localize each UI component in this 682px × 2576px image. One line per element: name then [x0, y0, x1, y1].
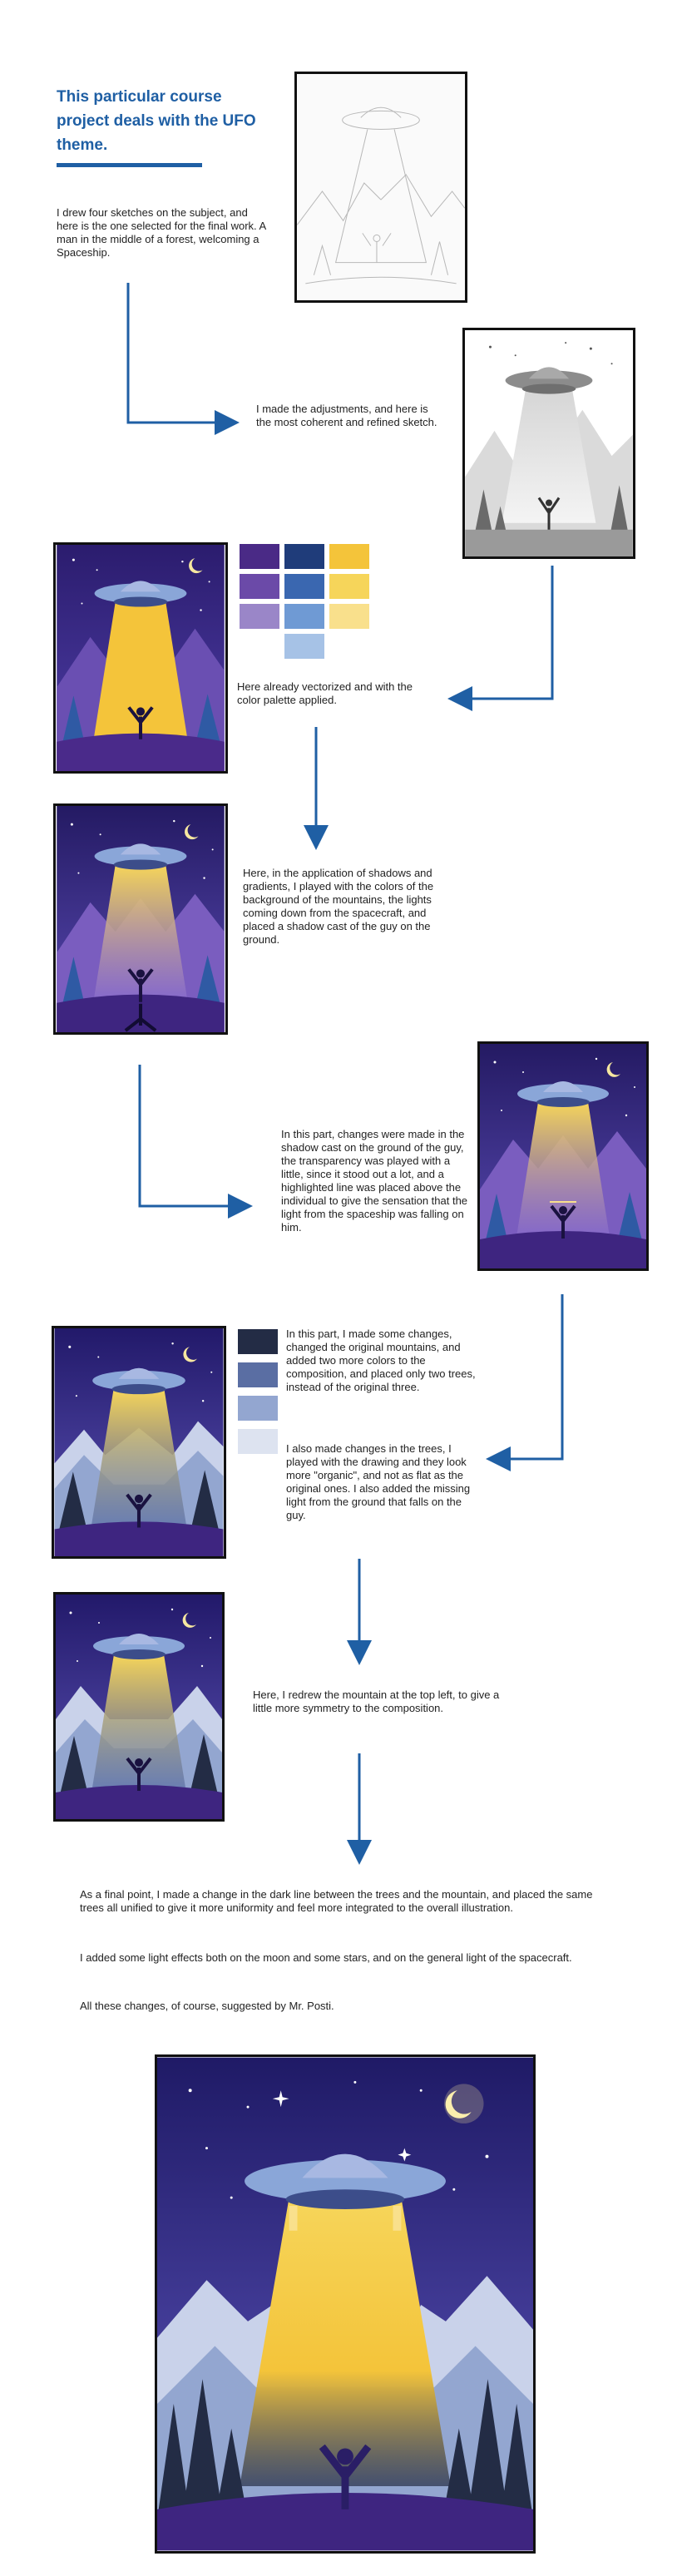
step-6a-text: In this part, I made some changes, changed the original mountains, and added two more colors to the composition, and placed only two trees, instead of the original three.: [286, 1328, 476, 1393]
final-text-1: As a final point, I made a change in the dark line between the trees and the mountain, and placed the same trees all unified to give it more uniformity and feel more integrated to the overall illustration.: [80, 1888, 593, 1914]
page-title: This particular course project deals with the UFO theme.: [57, 88, 256, 154]
step-5-text: In this part, changes were made in the shadow cast on the ground of the guy, the transparency was played with a little, since it stood out a lot, and a highlighted line was placed above the individual to give the sensation that the light from the spaceship was falling on him.: [281, 1128, 468, 1234]
step-2-text: I made the adjustments, and here is the most coherent and refined sketch.: [256, 403, 437, 428]
step-7-text: Here, I redrew the mountain at the top left, to give a little more symmetry to the composition.: [253, 1688, 500, 1714]
step-4-text: Here, in the application of shadows and gradients, I played with the colors of the background of the mountains, the lights coming down from the spacecraft, and placed a shadow cast of the guy on the ground.: [243, 867, 434, 946]
final-text-3: All these changes, of course, suggested by Mr. Posti.: [80, 2000, 334, 2012]
step-1-text: I drew four sketches on the subject, and here is the one selected for the final work. A man in the middle of a forest, welcoming a Spaceship.: [57, 206, 266, 259]
final-text-2: I added some light effects both on the moon and some stars, and on the general light of the spacecraft.: [80, 1951, 572, 1964]
step-6b-text: I also made changes in the trees, I played with the drawing and they look more "organic", and not as flat as the original ones. I also added the missing light from the ground that falls on the guy.: [286, 1442, 471, 1521]
step-3-text: Here already vectorized and with the color palette applied.: [237, 680, 413, 706]
